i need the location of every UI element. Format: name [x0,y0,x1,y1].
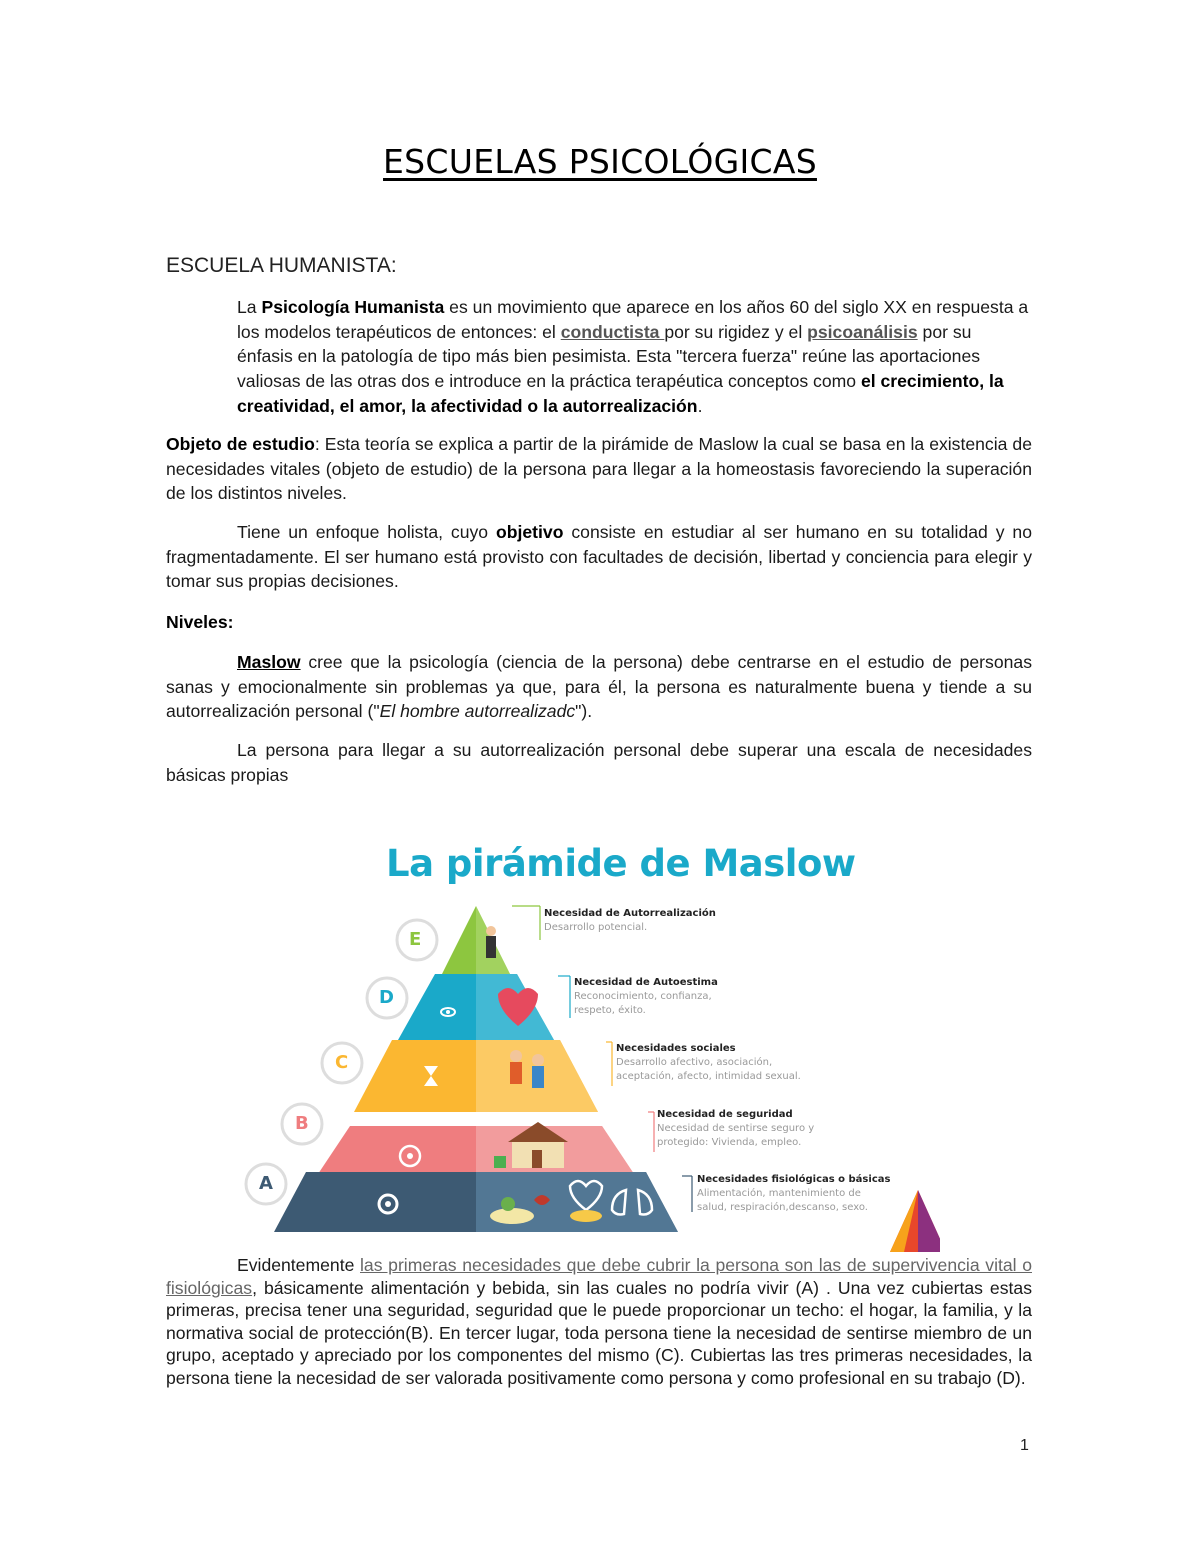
intro-text: es un movimiento que aparece en los años 60 del siglo XX en respuesta a los modelos terapéuticos de entonces: el [237,297,1029,342]
enfoque-text: Tiene un enfoque holista, cuyo [237,522,497,542]
intro-text: por su rigidez y el [664,321,808,342]
level-e-title: Necesidad de Autorrealización [544,908,716,919]
level-e-desc: Desarrollo potencial. [544,922,648,933]
maslow-link[interactable]: Maslow [237,652,301,672]
pyramid-title: La pirámide de Maslow [386,842,856,885]
niveles-label: Niveles: [166,612,234,632]
maslow-pyramid-infographic [240,890,940,1260]
level-d-desc: Reconocimiento, confianza, respeto, éxito. [574,991,712,1016]
objeto-text: : Esta teoría se explica a partir de la pirámide de Maslow la cual se basa en la existencia de necesidades vitales (objeto de estudio) de la persona para llegar a la homeostasis favoreciendo la superación de los distintos niveles. [166,434,1033,504]
supervivencia-link[interactable]: las primeras necesidades que debe cubrir la persona son las de supervivencia vital o fisiológicas [166,1255,1032,1298]
badge-letter-d: D [379,987,394,1008]
intro-text: . [697,395,703,416]
intro-text: por su énfasis en la patología de tipo más bien pesimista. Esta "tercera fuerza" reúne las aportaciones valiosas de las otras dos e introduce en la práctica terapéutica conceptos como [237,321,981,392]
level-a-title: Necesidades fisiológicas o básicas [697,1174,891,1185]
maslow-text: cree que la psicología (ciencia de la persona) debe centrarse en el estudio de personas sanas y emocionalmente sin problemas ya que, para él, la persona es naturalmente buena y tiende a su autorrealización personal (" [166,652,1032,722]
intro-bold-term: Psicología Humanista [261,297,445,317]
evidentemente-text: Evidentemente [237,1255,361,1275]
badge-letter-e: E [409,929,422,950]
level-c-title: Necesidades sociales [616,1043,736,1054]
level-b-desc: Necesidad de sentirse seguro y protegido: Vivienda, empleo. [657,1123,815,1148]
section-heading: ESCUELA HUMANISTA: [166,254,397,277]
level-c-desc: Desarrollo afectivo, asociación, aceptación, afecto, intimidad sexual. [616,1057,801,1082]
enfoque-paragraph [166,520,1032,594]
objeto-label: Objeto de estudio [166,434,315,454]
enfoque-text: consiste en estudiar al ser humano en su totalidad y no fragmentadamente. El ser humano está provisto con facultades de decisión, libertad y conciencia para elegir y tomar sus propias decisiones. [166,522,1032,592]
niveles-paragraph [166,610,1032,635]
intro-bold-concepts: el crecimiento, la creatividad, el amor, la afectividad o la autorrealización [237,371,1004,416]
escala-paragraph [166,738,1032,787]
maslow-text: "). [575,701,593,722]
evidentemente-paragraph [166,1254,1032,1390]
objetivo-bold: objetivo [496,522,564,542]
intro-text: La [237,297,262,317]
evidentemente-text: , básicamente alimentación y bebida, sin las cuales no podría vivir (A) . Una vez cubiertas estas primeras, precisa tener una seguridad, seguridad que le puede proporcionar un techo: el hogar, la familia, y la normativa social de protección(B). En tercer lugar, toda persona tiene la necesidad de sentirse miembro de un grupo, aceptado y apreciado por los componentes del mismo (C). Cubiertas las tres primeras necesidades, la persona tiene la necesidad de ser valorada positivamente como persona y como profesional en su trabajo (D). [166,1277,1032,1388]
psicoanalisis-link[interactable]: psicoanálisis [807,321,918,342]
level-a-desc: Alimentación, mantenimiento de salud, respiración,descanso, sexo. [697,1188,868,1213]
objeto-paragraph [166,432,1032,506]
escala-text: La persona para llegar a su autorrealización personal debe superar una escala de necesidades básicas propias [166,740,1032,785]
level-b-title: Necesidad de seguridad [657,1109,793,1120]
badge-letter-a: A [259,1173,273,1194]
maslow-italic-quote: El hombre autorrealizadc [379,701,576,722]
badge-letter-c: C [335,1052,349,1073]
intro-paragraph [166,295,1032,419]
badge-letter-b: B [295,1113,309,1134]
maslow-paragraph [166,650,1032,724]
conductista-link[interactable]: conductista [560,321,665,342]
document-title: ESCUELAS PSICOLÓGICAS [383,142,817,181]
page-number: 1 [1020,1437,1029,1454]
level-d-title: Necesidad de Autoestima [574,977,718,988]
